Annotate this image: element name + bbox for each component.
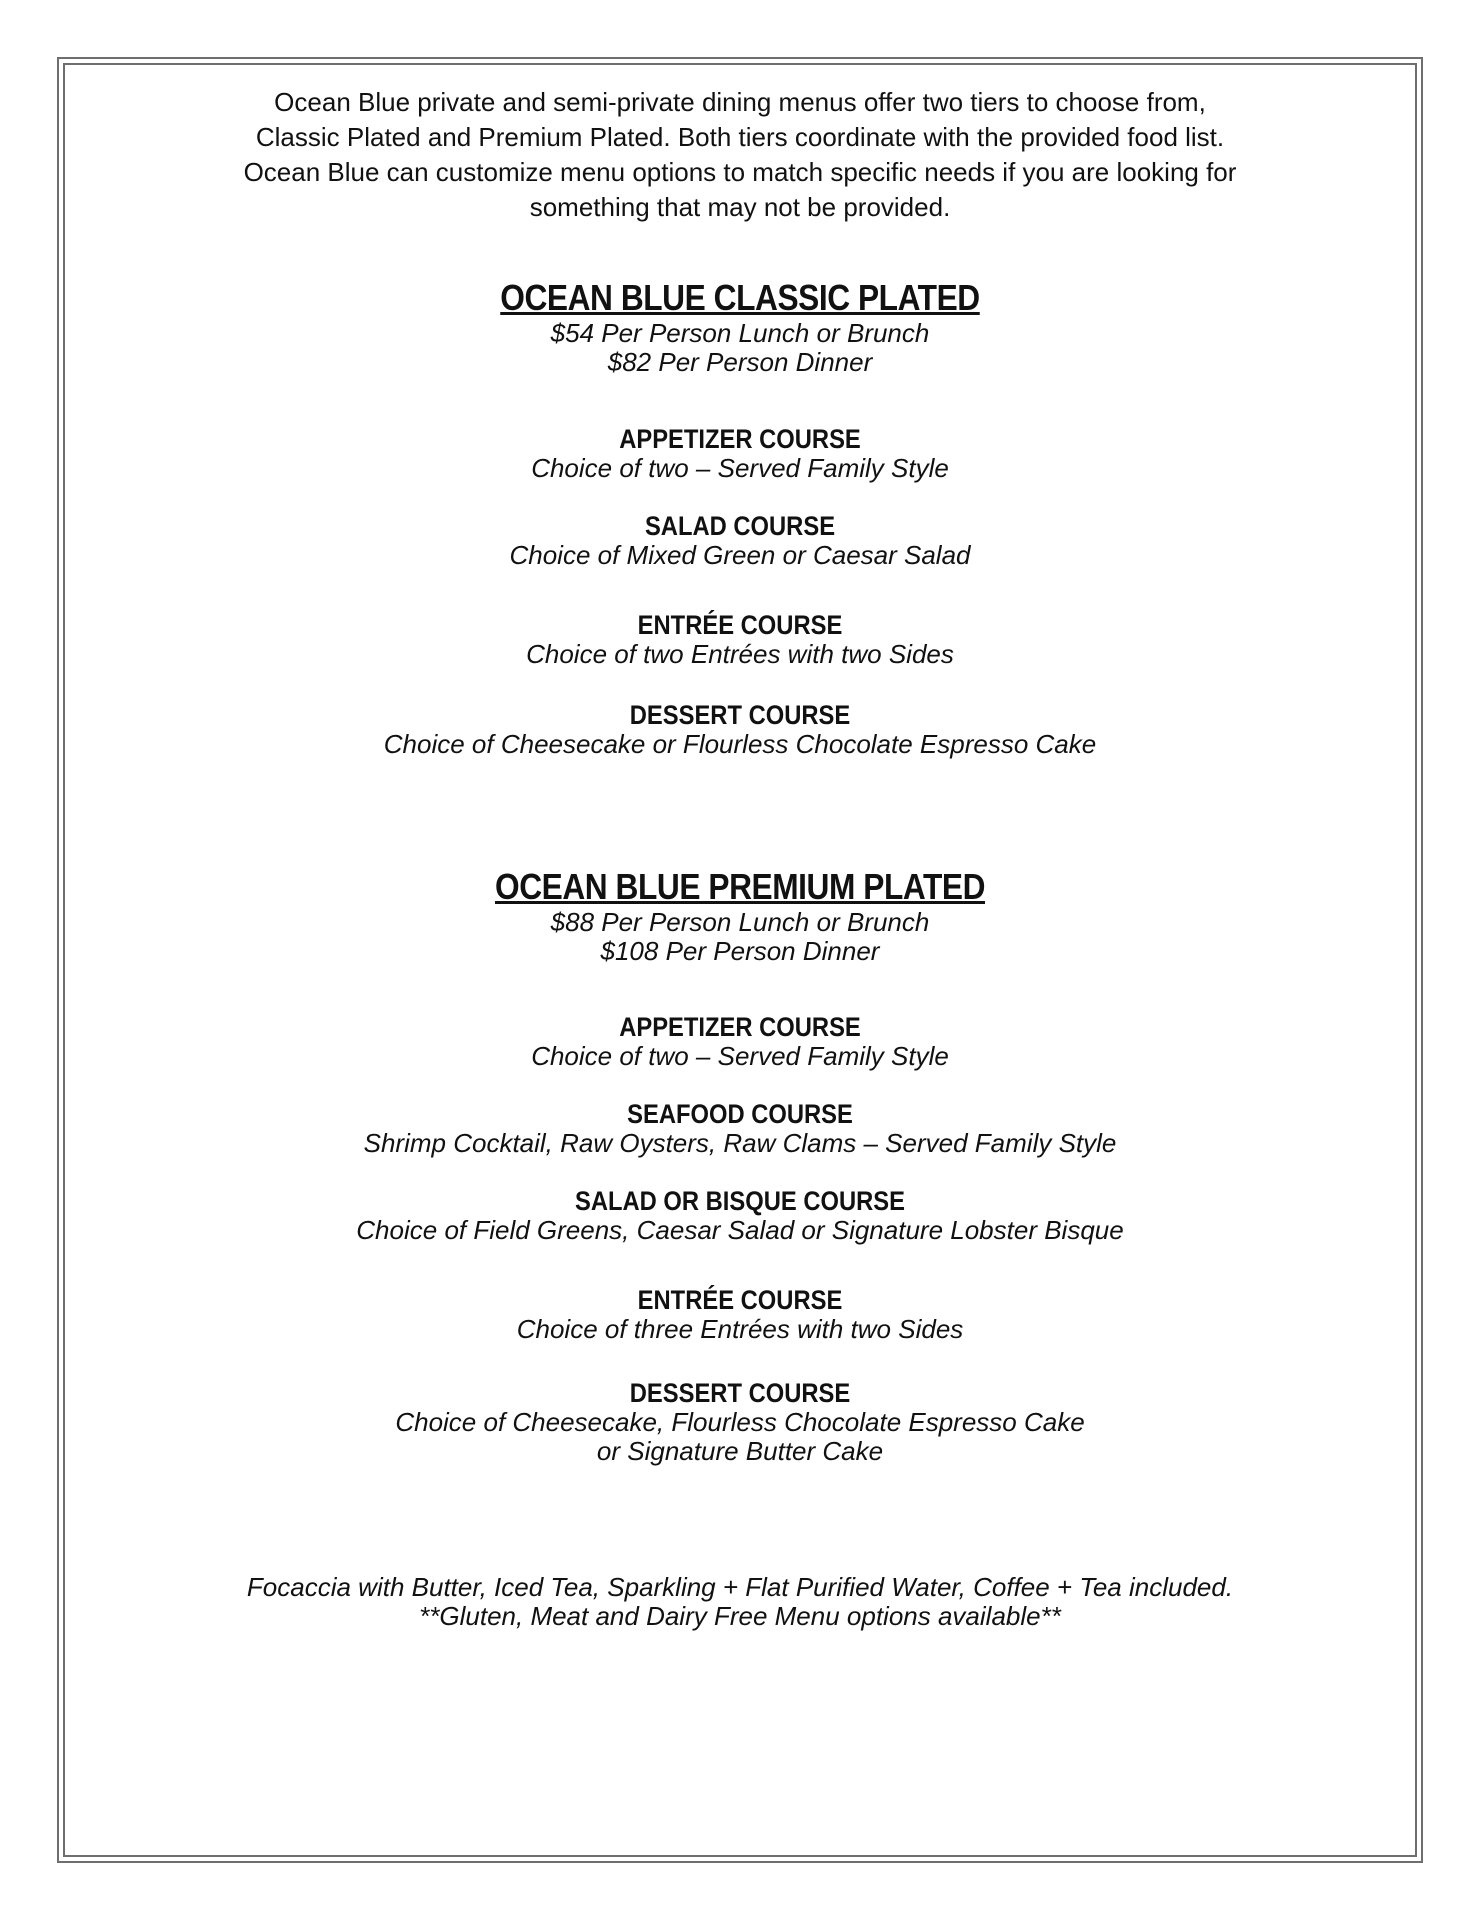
course-description: Choice of two – Served Family Style (531, 453, 949, 483)
premium-price-dinner: $108 Per Person Dinner (600, 936, 880, 966)
course-description: Choice of Mixed Green or Caesar Salad (509, 540, 971, 570)
classic-tier-section (65, 277, 1415, 759)
course-description-continued: or Signature Butter Cake (596, 1436, 884, 1466)
course-item (65, 511, 1415, 570)
classic-price-dinner: $82 Per Person Dinner (607, 347, 873, 377)
course-title: ENTRÉE COURSE (637, 610, 843, 640)
course-title: ENTRÉE COURSE (637, 1285, 843, 1315)
course-description: Choice of two – Served Family Style (531, 1041, 949, 1071)
premium-price-lunch: $88 Per Person Lunch or Brunch (550, 907, 930, 937)
course-item (65, 700, 1415, 759)
premium-tier-section (65, 866, 1415, 1466)
menu-document (65, 65, 1415, 1631)
intro-line: Ocean Blue can customize menu options to match specific needs if you are looking for (243, 157, 1237, 187)
course-title: SEAFOOD COURSE (627, 1099, 853, 1129)
course-title: SALAD COURSE (644, 511, 836, 541)
classic-tier-title: OCEAN BLUE CLASSIC PLATED (500, 277, 980, 318)
course-item (65, 1186, 1415, 1245)
course-description: Choice of Cheesecake, Flourless Chocolate Espresso Cake (395, 1407, 1085, 1437)
intro-line: Ocean Blue private and semi-private dining menus offer two tiers to choose from, (274, 87, 1206, 117)
course-item (65, 424, 1415, 483)
premium-tier-title: OCEAN BLUE PREMIUM PLATED (494, 866, 986, 907)
intro-paragraph (65, 85, 1415, 225)
included-notes (65, 1573, 1415, 1631)
course-description: Choice of three Entrées with two Sides (516, 1314, 964, 1344)
dietary-options-note: **Gluten, Meat and Dairy Free Menu options available** (419, 1601, 1061, 1631)
course-title: DESSERT COURSE (629, 700, 851, 730)
course-title: DESSERT COURSE (629, 1378, 851, 1408)
course-item (65, 610, 1415, 669)
course-title: SALAD OR BISQUE COURSE (574, 1186, 906, 1216)
intro-line: Classic Plated and Premium Plated. Both tiers coordinate with the provided food list. (255, 122, 1225, 152)
course-item (65, 1012, 1415, 1071)
classic-price-lunch: $54 Per Person Lunch or Brunch (550, 318, 930, 348)
course-item (65, 1285, 1415, 1344)
course-item (65, 1378, 1415, 1466)
course-title: APPETIZER COURSE (619, 424, 861, 454)
course-item (65, 1099, 1415, 1158)
course-description: Choice of Cheesecake or Flourless Chocolate Espresso Cake (383, 729, 1097, 759)
included-items-note: Focaccia with Butter, Iced Tea, Sparkling + Flat Purified Water, Coffee + Tea included. (246, 1572, 1234, 1602)
course-description: Choice of two Entrées with two Sides (526, 639, 954, 669)
course-description: Shrimp Cocktail, Raw Oysters, Raw Clams – Served Family Style (363, 1128, 1117, 1158)
course-title: APPETIZER COURSE (619, 1012, 861, 1042)
course-description: Choice of Field Greens, Caesar Salad or Signature Lobster Bisque (356, 1215, 1124, 1245)
intro-line: something that may not be provided. (529, 192, 951, 222)
